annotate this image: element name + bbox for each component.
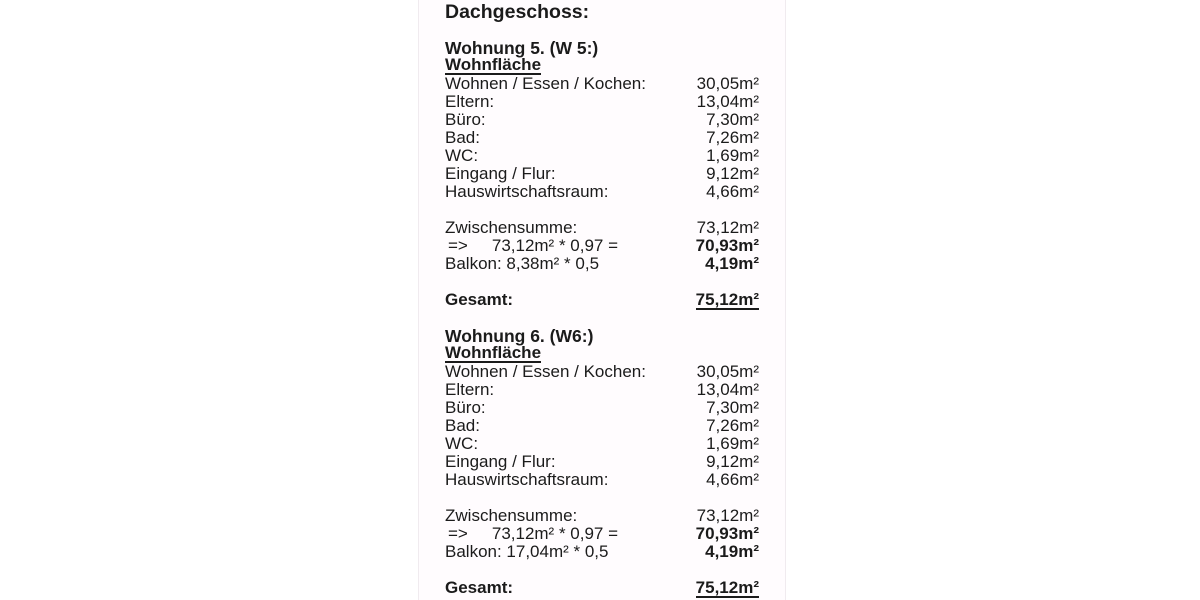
room-label: WC: [445, 146, 479, 165]
total-value: 75,12m² [695, 290, 759, 309]
total-label: Gesamt: [445, 578, 514, 597]
room-value: 7,26m² [706, 416, 759, 435]
room-label: Hauswirtschaftsraum: [445, 470, 609, 489]
reduction-formula-text: 73,12m² * 0,97 = [491, 524, 619, 543]
subtotal-row [445, 507, 759, 525]
room-row [445, 183, 759, 201]
room-value: 1,69m² [706, 146, 759, 165]
room-label: Eltern: [445, 380, 495, 399]
room-row [445, 471, 759, 489]
subtotal-label: Zwischensumme: [445, 506, 578, 525]
room-row [445, 363, 759, 381]
document-page [418, 0, 786, 600]
room-label: Büro: [445, 398, 486, 417]
room-value: 4,66m² [706, 470, 759, 489]
subtotal-row [445, 219, 759, 237]
reduction-formula-text: 73,12m² * 0,97 = [491, 236, 619, 255]
room-value: 9,12m² [706, 164, 759, 183]
balcony-row [445, 255, 759, 273]
room-label: Bad: [445, 416, 480, 435]
room-row [445, 381, 759, 399]
balcony-label: Balkon: 8,38m² * 0,5 [445, 254, 600, 273]
section-heading: Wohnfläche [445, 343, 542, 362]
room-label: Eingang / Flur: [445, 452, 556, 471]
room-row [445, 147, 759, 165]
section-heading-row [445, 57, 759, 75]
arrow-symbol: => [448, 236, 468, 255]
total-row [445, 291, 759, 309]
section-heading-row [445, 345, 759, 363]
room-value: 30,05m² [696, 362, 759, 381]
apartment-section-w5 [445, 39, 759, 309]
reduction-formula [445, 237, 618, 255]
room-label: WC: [445, 434, 479, 453]
apartment-title: Wohnung 5. (W 5:) [445, 38, 599, 58]
reduction-row [445, 237, 759, 255]
balcony-value: 4,19m² [705, 542, 759, 561]
page-content [419, 0, 785, 597]
room-label: Büro: [445, 110, 486, 129]
room-row [445, 129, 759, 147]
room-value: 13,04m² [696, 92, 759, 111]
room-label: Eingang / Flur: [445, 164, 556, 183]
room-value: 13,04m² [696, 380, 759, 399]
reduction-formula [445, 525, 618, 543]
room-value: 9,12m² [706, 452, 759, 471]
room-row [445, 75, 759, 93]
room-value: 30,05m² [696, 74, 759, 93]
room-row [445, 93, 759, 111]
room-value: 7,30m² [706, 110, 759, 129]
reduction-value: 70,93m² [695, 236, 759, 255]
subtotal-value: 73,12m² [696, 506, 759, 525]
room-label: Wohnen / Essen / Kochen: [445, 362, 646, 381]
room-row [445, 111, 759, 129]
balcony-value: 4,19m² [705, 254, 759, 273]
room-value: 7,26m² [706, 128, 759, 147]
apartment-title: Wohnung 6. (W6:) [445, 326, 594, 346]
subtotal-label: Zwischensumme: [445, 218, 578, 237]
apartment-section-w6 [445, 327, 759, 597]
room-row [445, 399, 759, 417]
total-value: 75,12m² [695, 578, 759, 597]
room-row [445, 417, 759, 435]
room-label: Eltern: [445, 92, 495, 111]
room-label: Hauswirtschaftsraum: [445, 182, 609, 201]
section-heading: Wohnfläche [445, 55, 542, 74]
total-row [445, 579, 759, 597]
room-row [445, 453, 759, 471]
floor-title-row [445, 3, 759, 21]
room-value: 1,69m² [706, 434, 759, 453]
balcony-label: Balkon: 17,04m² * 0,5 [445, 542, 609, 561]
arrow-symbol: => [448, 524, 468, 543]
room-value: 7,30m² [706, 398, 759, 417]
room-value: 4,66m² [706, 182, 759, 201]
reduction-row [445, 525, 759, 543]
room-row [445, 165, 759, 183]
room-label: Bad: [445, 128, 480, 147]
total-label: Gesamt: [445, 290, 514, 309]
reduction-value: 70,93m² [695, 524, 759, 543]
floor-title: Dachgeschoss: [445, 1, 590, 23]
room-label: Wohnen / Essen / Kochen: [445, 74, 646, 93]
room-row [445, 435, 759, 453]
balcony-row [445, 543, 759, 561]
subtotal-value: 73,12m² [696, 218, 759, 237]
